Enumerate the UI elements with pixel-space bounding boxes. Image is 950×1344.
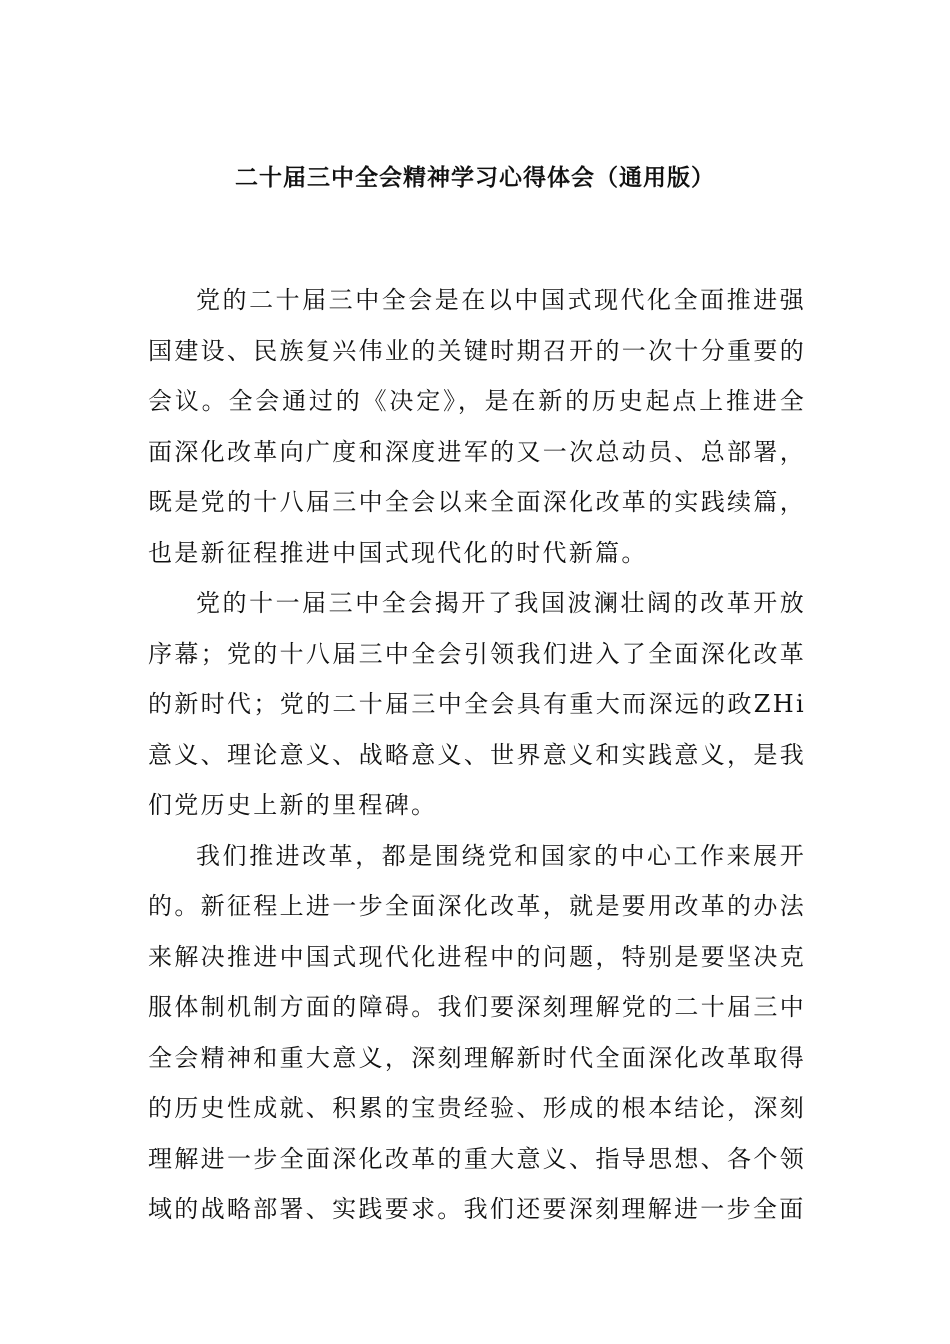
- paragraph-3: 我们推进改革，都是围绕党和国家的中心工作来展开的。新征程上进一步全面深化改革，就是要用改革的办法来解决推进中国式现代化进程中的问题，特别是要坚决克服体制机制方面的障碍。我们要深刻理解党的二十届三中全会精神和重大意义，深刻理解新时代全面深化改革取得的历史性成就、积累的宝贵经验、形成的根本结论，深刻理解进一步全面深化改革的重大意义、指导思想、各个领域的战略部署、实践要求。我们还要深刻理解进一步全面: [148, 841, 806, 1223]
- paragraph-2: 党的十一届三中全会揭开了我国波澜壮阔的改革开放序幕；党的十八届三中全会引领我们进入了全面深化改革的新时代；党的二十届三中全会具有重大而深远的政ZHi意义、理论意义、战略意义、世界意义和实践意义，是我们党历史上新的里程碑。: [148, 589, 806, 819]
- document-body: [148, 275, 806, 1235]
- paragraph-1: 党的二十届三中全会是在以中国式现代化全面推进强国建设、民族复兴伟业的关键时期召开的一次十分重要的会议。全会通过的《决定》，是在新的历史起点上推进全面深化改革向广度和深度进军的又一次总动员、总部署，既是党的十八届三中全会以来全面深化改革的实践续篇，也是新征程推进中国式现代化的时代新篇。: [148, 286, 806, 567]
- document-title: 二十届三中全会精神学习心得体会（通用版）: [235, 165, 715, 191]
